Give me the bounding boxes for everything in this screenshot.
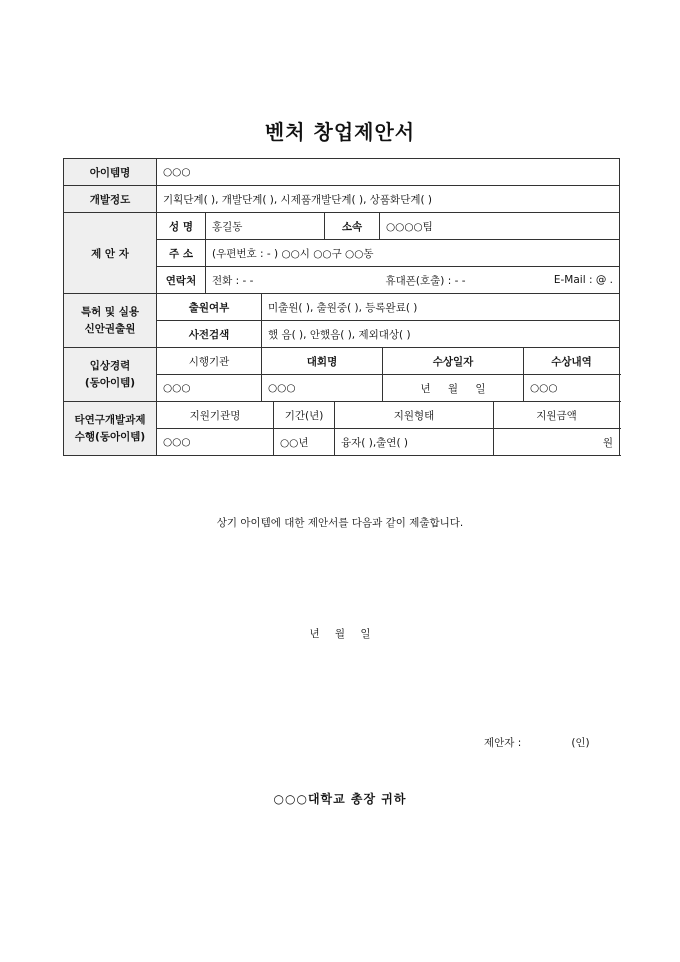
- rnd-header-row: [64, 402, 620, 429]
- awards-col-org: 시행기관: [188, 355, 230, 368]
- item-label: 아이템명: [64, 159, 157, 186]
- awards-date-value[interactable]: 년 월 일: [382, 375, 523, 401]
- awards-col-detail: 수상내역: [523, 348, 619, 374]
- awards-org-value[interactable]: ○○○: [163, 382, 191, 394]
- rnd-data-cell: [157, 429, 620, 456]
- name-value[interactable]: 홍길동: [206, 213, 325, 240]
- rnd-col-period: 기간(년): [273, 402, 334, 428]
- stage-value[interactable]: 기획단계( ), 개발단계( ), 시제품개발단계( ), 상품화단계( ): [157, 186, 620, 213]
- rnd-label-line1: 타연구개발과제: [74, 413, 146, 426]
- awards-label: [64, 348, 157, 402]
- proposal-form-table: [63, 158, 620, 456]
- awards-header-row: [64, 348, 620, 375]
- stage-label: 개발정도: [64, 186, 157, 213]
- search-label: 사전검색: [157, 321, 262, 348]
- item-value[interactable]: ○○○: [157, 159, 620, 186]
- rnd-amount-value[interactable]: 원: [493, 429, 619, 455]
- filing-value[interactable]: 미출원( ), 출원중( ), 등록완료( ): [262, 294, 620, 321]
- rnd-org-value[interactable]: ○○○: [163, 436, 191, 448]
- seal-mark: (인): [571, 737, 590, 749]
- patent-filing-row: [64, 294, 620, 321]
- recipient-line: ○○○대학교 총장 귀하: [273, 792, 407, 806]
- rnd-col-type: 지원형태: [334, 402, 493, 428]
- name-label: 성 명: [157, 213, 206, 240]
- awards-header-cell: [157, 348, 620, 375]
- proposer-sign-label: 제안자 :: [484, 737, 522, 749]
- affiliation-value[interactable]: ○○○○팀: [380, 213, 620, 240]
- rnd-label: [64, 402, 157, 456]
- awards-data-cell: [157, 375, 620, 402]
- email-value[interactable]: E-Mail : @ .: [471, 267, 620, 294]
- awards-col-contest: 대회명: [261, 348, 382, 374]
- submission-statement: 상기 아이템에 대한 제안서를 다음과 같이 제출합니다.: [216, 517, 464, 529]
- filing-label: 출원여부: [157, 294, 262, 321]
- submission-date[interactable]: 년 월 일: [309, 628, 371, 640]
- contact-label: 연락처: [157, 267, 206, 294]
- stage-row: [64, 186, 620, 213]
- rnd-type-value[interactable]: 융자( ),출연( ): [334, 429, 493, 455]
- search-value[interactable]: 했 음( ), 안했음( ), 제외대상( ): [262, 321, 620, 348]
- awards-label-line1: 입상경력: [89, 359, 131, 372]
- address-label: 주 소: [157, 240, 206, 267]
- proposer-name-row: [64, 213, 620, 240]
- patent-label-line2: 신안권출원: [84, 322, 136, 335]
- phone-value[interactable]: 전화 : - -: [206, 267, 380, 294]
- rnd-header-cell: [157, 402, 620, 429]
- item-row: [64, 159, 620, 186]
- awards-col-date: 수상일자: [382, 348, 523, 374]
- patent-label: [64, 294, 157, 348]
- proposer-signature: [484, 735, 590, 750]
- rnd-col-org: 지원기관명: [189, 409, 241, 422]
- awards-label-line2: (동아이템): [84, 376, 136, 389]
- rnd-label-line2: 수행(동아이템): [74, 430, 146, 443]
- proposer-label: 제 안 자: [64, 213, 157, 294]
- address-value[interactable]: (우편번호 : - ) ○○시 ○○구 ○○동: [206, 240, 620, 267]
- rnd-period-value[interactable]: ○○년: [273, 429, 334, 455]
- patent-label-line1: 특허 및 실용: [80, 305, 140, 318]
- document-title: 벤처 창업제안서: [264, 120, 416, 144]
- rnd-col-amount: 지원금액: [493, 402, 619, 428]
- mobile-value[interactable]: 휴대폰(호출) : - -: [380, 267, 471, 294]
- awards-detail-value[interactable]: ○○○: [523, 375, 619, 401]
- affiliation-label: 소속: [325, 213, 380, 240]
- awards-contest-value[interactable]: ○○○: [261, 375, 382, 401]
